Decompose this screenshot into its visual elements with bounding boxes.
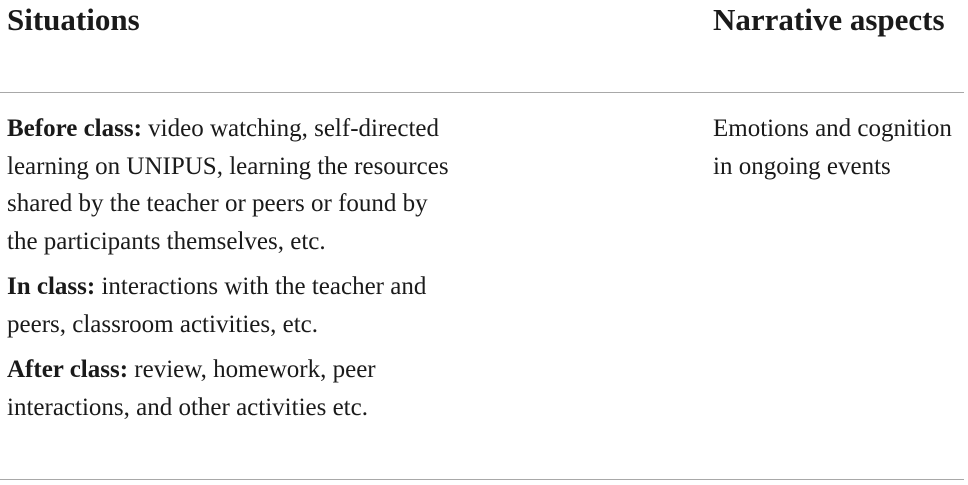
situation-text: review, homework, peer interactions, and other activities etc.	[7, 356, 376, 421]
situation-label: After class:	[7, 356, 129, 383]
situations-cell	[7, 110, 457, 434]
header-narrative-aspects: Narrative aspects	[713, 2, 945, 37]
situation-in-class	[7, 268, 457, 343]
header-situations: Situations	[7, 2, 140, 37]
situation-label: In class:	[7, 273, 96, 300]
situation-before-class	[7, 110, 457, 260]
situation-label: Before class:	[7, 115, 142, 142]
table-bottom-rule	[0, 479, 964, 480]
narrative-aspects-cell: Emotions and cognition in ongoing events	[713, 115, 952, 180]
situation-text: video watching, self-directed learning on UNIPUS, learning the resources shared by the teacher or peers or found by the participants themselves, etc.	[7, 115, 449, 255]
situation-text: interactions with the teacher and peers, classroom activities, etc.	[7, 273, 427, 338]
situation-after-class	[7, 351, 457, 426]
header-divider	[0, 92, 964, 93]
